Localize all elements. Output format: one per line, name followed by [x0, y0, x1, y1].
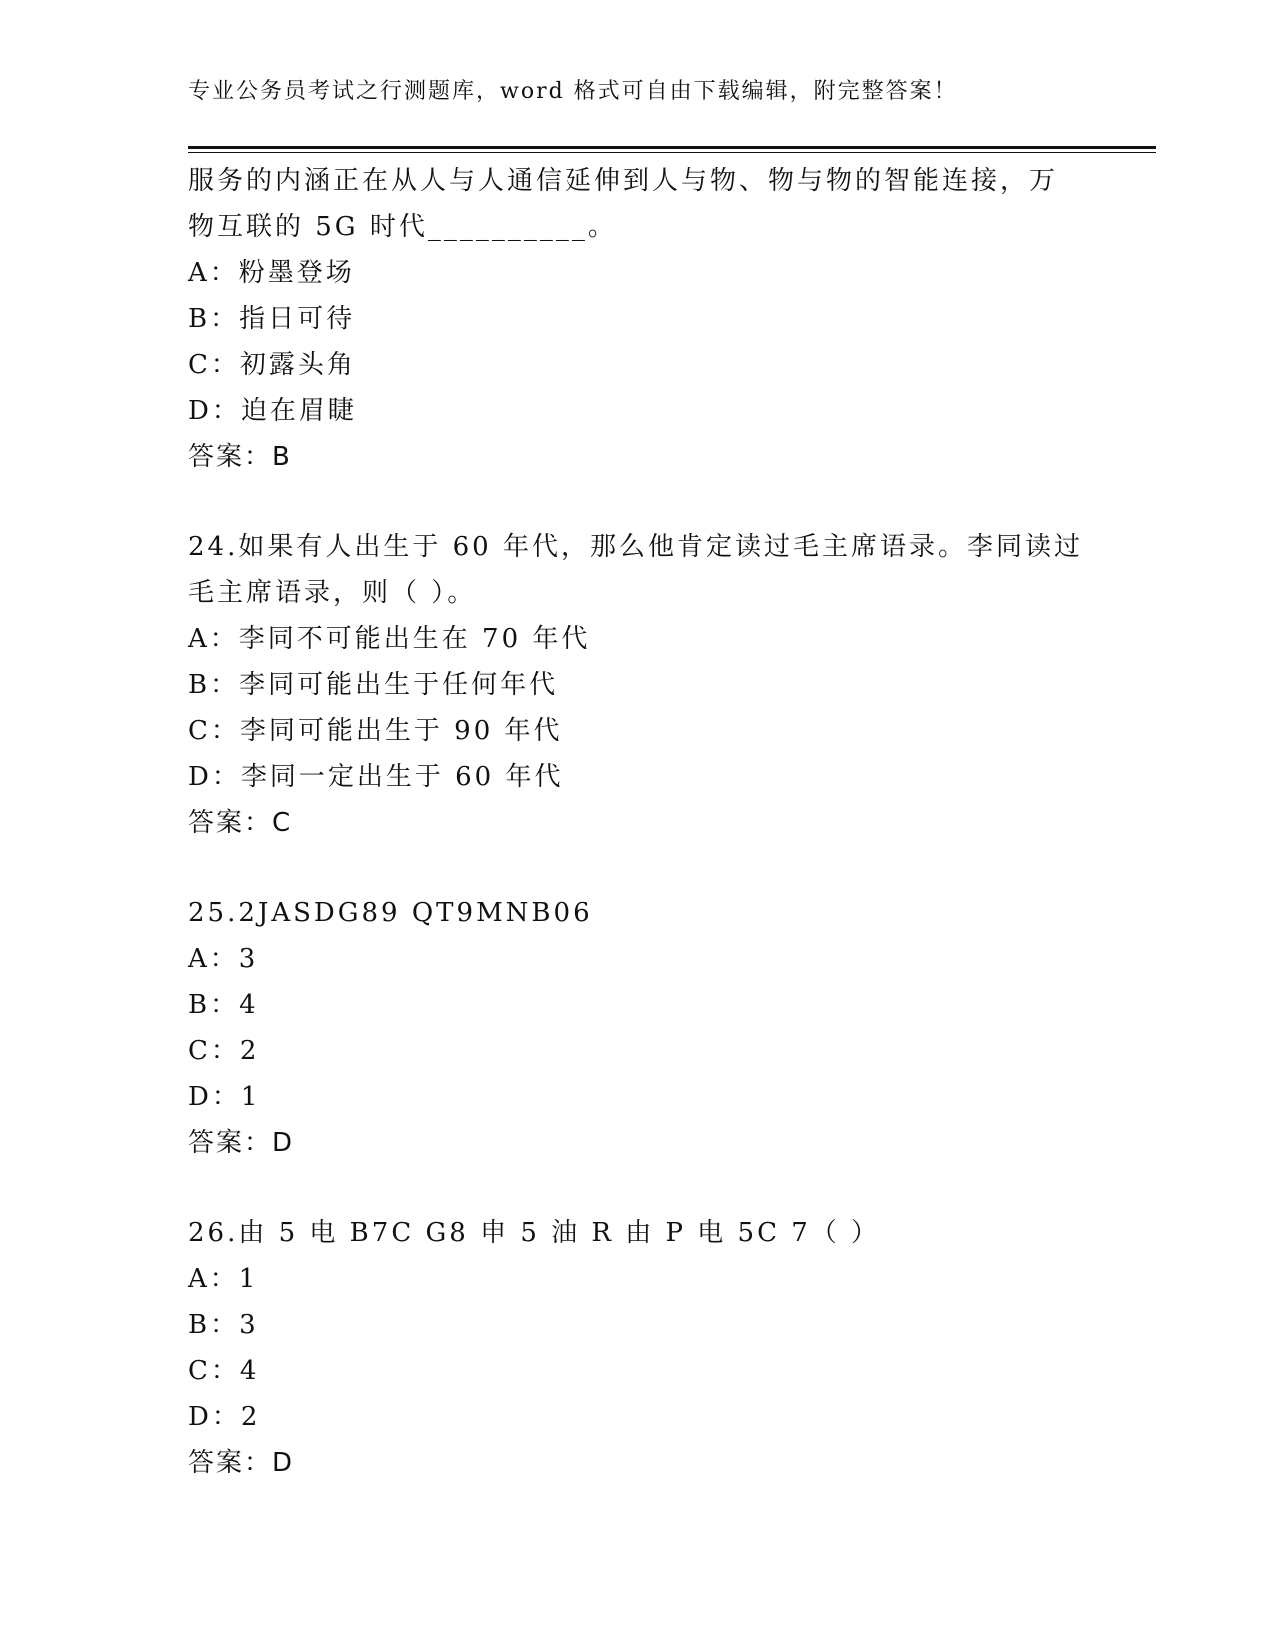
- option-d: D：迫在眉睫: [188, 396, 357, 426]
- option-a: A：1: [188, 1264, 259, 1294]
- answer-line: 答案：C: [188, 808, 293, 838]
- answer-line: 答案：D: [188, 1128, 295, 1158]
- question-stem-line: 物互联的 5G 时代__________。: [188, 212, 617, 242]
- spacer: [188, 480, 1088, 524]
- answer-line: 答案：B: [188, 442, 292, 472]
- option-c: C：初露头角: [188, 350, 356, 380]
- option-a: A：李同不可能出生在 70 年代: [188, 624, 591, 654]
- question-block: [188, 158, 1088, 480]
- question-stem-line: 24.如果有人出生于 60 年代，那么他肯定读过毛主席语录。李同读过: [188, 532, 1083, 562]
- question-list: [188, 158, 1088, 1486]
- option-a: A：3: [188, 944, 259, 974]
- option-d: D：李同一定出生于 60 年代: [188, 762, 564, 792]
- option-b: B：3: [188, 1310, 259, 1340]
- option-b: B：4: [188, 990, 259, 1020]
- option-c: C：2: [188, 1036, 260, 1066]
- question-stem-line: 25.2JASDG89 QT9MNB06: [188, 898, 593, 928]
- header-rule-thin: [188, 152, 1156, 153]
- spacer: [188, 846, 1088, 890]
- question-stem-line: 服务的内涵正在从人与人通信延伸到人与物、物与物的智能连接，万: [188, 166, 1059, 196]
- option-a: A：粉墨登场: [188, 258, 355, 288]
- answer-line: 答案：D: [188, 1448, 295, 1478]
- option-b: B：指日可待: [188, 304, 356, 334]
- spacer: [188, 1166, 1088, 1210]
- page-header: 专业公务员考试之行测题库，word 格式可自由下载编辑，附完整答案！: [188, 79, 958, 104]
- question-block: [188, 1210, 1088, 1486]
- header-rule-thick: [188, 146, 1156, 149]
- option-c: C：4: [188, 1356, 260, 1386]
- option-d: D：1: [188, 1082, 261, 1112]
- question-stem-line: 毛主席语录，则（ ）。: [188, 578, 477, 608]
- option-d: D：2: [188, 1402, 261, 1432]
- question-block: [188, 524, 1088, 846]
- option-b: B：李同可能出生于任何年代: [188, 670, 559, 700]
- question-stem-line: 26.由 5 电 B7C G8 申 5 油 R 由 P 电 5C 7（ ）: [188, 1218, 881, 1248]
- question-block: [188, 890, 1088, 1166]
- option-c: C：李同可能出生于 90 年代: [188, 716, 563, 746]
